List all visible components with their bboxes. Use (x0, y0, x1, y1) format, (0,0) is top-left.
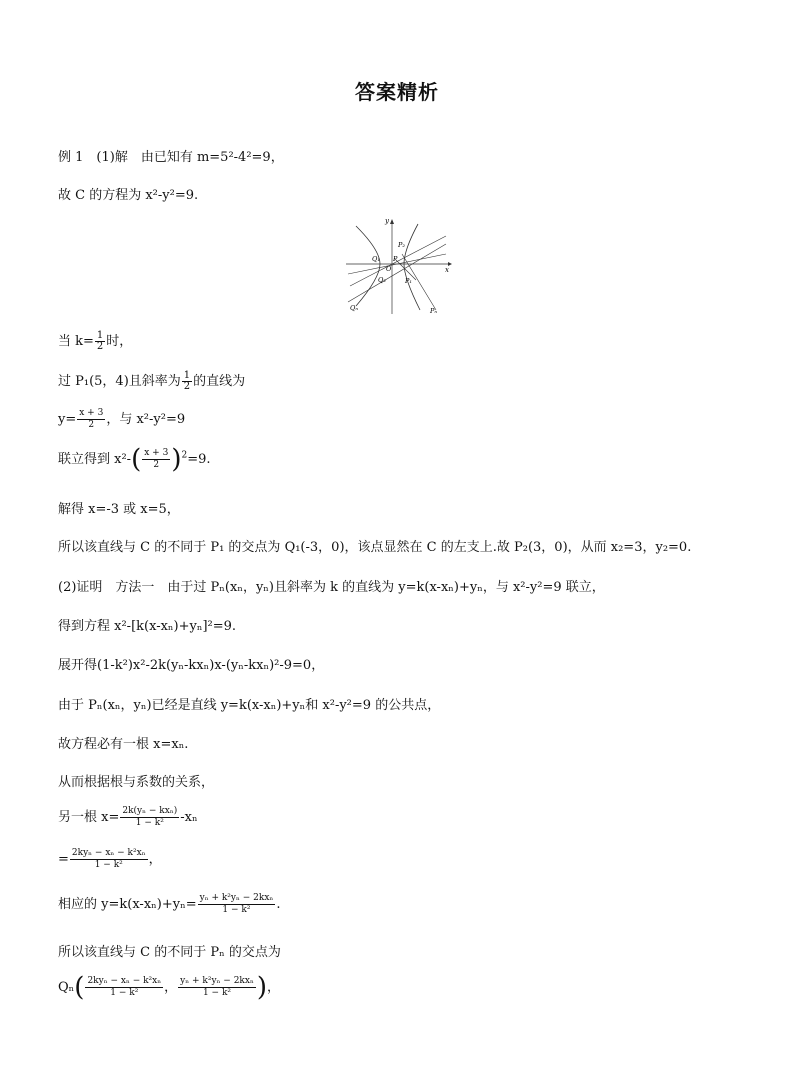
label-p: P (393, 255, 398, 263)
text-line-12: 由于 Pₙ(xₙ，yₙ)已经是直线 y=k(x-xₙ)+yₙ和 x²-y²=9 的公共点， (58, 698, 441, 713)
right-branch (404, 224, 420, 310)
text-line-6 (58, 444, 211, 475)
text-line-4 (58, 370, 245, 392)
frac-num: 2kyₙ − xₙ − k²xₙ (87, 976, 162, 986)
fraction-half (95, 331, 105, 352)
label-q2: Q₂ (378, 276, 386, 284)
frac-num: 1 (183, 370, 191, 381)
fraction (120, 806, 179, 829)
frac-num: x + 3 (144, 448, 169, 458)
l4-pre: 过 P₁(5，4)且斜率为 (58, 374, 181, 389)
l15-pre: 另一根 x= (58, 810, 120, 825)
fraction (198, 893, 276, 916)
page-title: 答案精析 (355, 80, 439, 104)
l17-post: . (276, 897, 281, 912)
x-axis-label: x (445, 266, 449, 274)
line-1 (348, 244, 446, 302)
frac-num: x + 3 (79, 408, 104, 418)
label-pn: Pₙ (430, 307, 438, 315)
text-line-18: 所以该直线与 C 的不同于 Pₙ 的交点为 (58, 945, 281, 960)
text-line-10: 得到方程 x²-[k(x-xₙ)+yₙ]²=9. (58, 619, 237, 634)
l5-post: ，与 x²-y²=9 (106, 412, 186, 427)
paren-right: ) (256, 972, 268, 1003)
y-axis-arrow (390, 219, 394, 224)
text-line-3 (58, 330, 132, 352)
text-line-13: 故方程必有一根 x=xₙ. (58, 737, 189, 752)
fraction (85, 976, 163, 999)
left-branch (356, 226, 380, 306)
frac-den: 2 (96, 341, 104, 352)
frac-num: yₙ + k²yₙ − 2kxₙ (180, 976, 254, 986)
frac-num: 1 (96, 330, 104, 341)
l16-pre: = (58, 852, 69, 867)
text-line-8: 所以该直线与 C 的不同于 P₁ 的交点为 Q₁(-3，0)，该点显然在 C 的左支上.故 P₂(3，0)，从而 x₂=3，y₂=0. (58, 540, 692, 555)
paren-right: ) (171, 444, 182, 475)
text-line-17 (58, 893, 280, 916)
l16-post: ， (148, 852, 162, 867)
frac-den: 2 (183, 381, 191, 392)
fraction (70, 848, 148, 871)
l15-post: -xₙ (180, 810, 198, 825)
paren-left: ( (131, 444, 142, 475)
frac-num: yₙ + k²yₙ − 2kxₙ (199, 893, 274, 903)
label-qn: Qₙ (350, 304, 358, 312)
text-line-15 (58, 806, 198, 829)
frac-den: 2 (153, 460, 160, 470)
frac-den: 1 − k² (135, 818, 164, 828)
l4-post: 的直线为 (193, 374, 246, 389)
frac-den: 1 − k² (94, 860, 123, 870)
text-line-1: 例 1 (1)解 由已知有 m=5²-4²=9， (58, 150, 284, 165)
exponent-2: 2 (181, 450, 188, 461)
label-q1: Q₁ (372, 255, 380, 263)
text-line-19 (58, 972, 281, 1003)
fraction (142, 448, 170, 471)
text-line-7: 解得 x=-3 或 x=5， (58, 502, 180, 517)
fraction-half (182, 371, 192, 392)
text-line-2: 故 C 的方程为 x²-y²=9. (58, 188, 199, 203)
l19-pre: Qₙ (58, 980, 75, 995)
hyperbola-figure (342, 214, 454, 318)
frac-den: 1 − k² (110, 988, 139, 998)
text-line-14: 从而根据根与系数的关系， (58, 775, 215, 790)
l3-pre: 当 k= (58, 334, 94, 349)
frac-den: 1 − k² (222, 905, 251, 915)
frac-den: 2 (88, 420, 95, 430)
fraction (77, 408, 105, 431)
label-p1: P₁ (405, 277, 412, 285)
l6-pre: 联立得到 x²- (58, 452, 132, 467)
text-line-5 (58, 408, 185, 431)
text-line-11: 展开得(1-k²)x²-2k(yₙ-kxₙ)x-(yₙ-kxₙ)²-9=0， (58, 658, 325, 673)
frac-num: 2kyₙ − xₙ − k²xₙ (71, 848, 146, 858)
l19-sep: ， (164, 980, 178, 995)
frac-num: 2k(yₙ − kxₙ) (122, 806, 178, 816)
l19-post: ， (267, 980, 281, 995)
frac-den: 1 − k² (202, 988, 232, 998)
l17-pre: 相应的 y=k(x-xₙ)+yₙ= (58, 897, 197, 912)
y-axis-label: y (385, 217, 389, 225)
l3-post: 时， (106, 334, 133, 349)
l6-post: =9. (187, 452, 211, 467)
label-p2: P₂ (398, 241, 405, 249)
label-o: O (386, 265, 392, 273)
text-line-9: (2)证明 方法一 由于过 Pₙ(xₙ，yₙ)且斜率为 k 的直线为 y=k(x-xₙ)+yₙ，与 x²-y²=9 联立， (58, 580, 605, 595)
text-line-16 (58, 848, 162, 871)
fraction (178, 976, 256, 999)
paren-left: ( (74, 972, 85, 1003)
l5-pre: y= (58, 412, 77, 427)
